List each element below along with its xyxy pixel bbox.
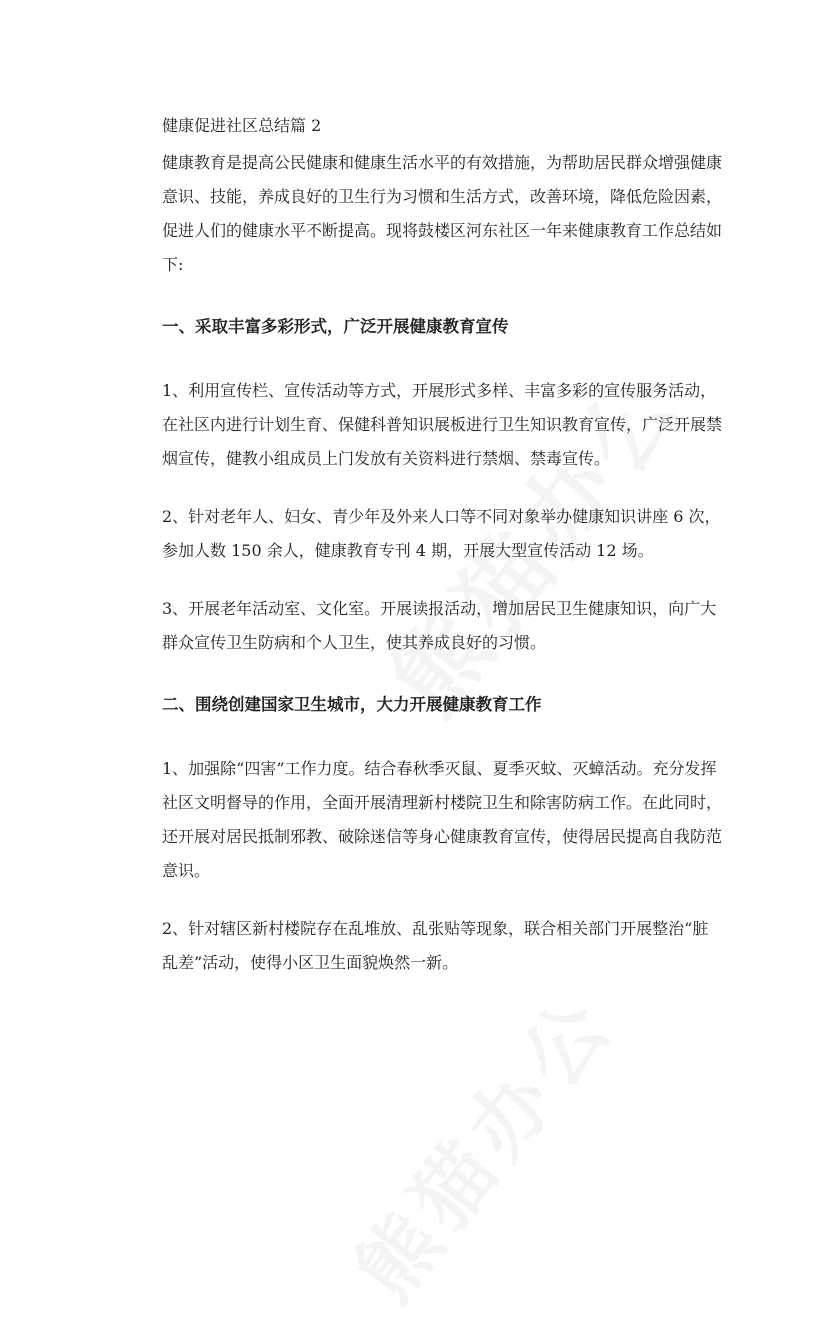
section-1-heading: 一、采取丰富多彩形式，广泛开展健康教育宣传 xyxy=(162,317,509,336)
document-body xyxy=(162,112,722,980)
section-1-item-3: 3、开展老年活动室、文化室。开展读报活动，增加居民卫生健康知识，向广大群众宣传卫生防病和个人卫生，使其养成良好的习惯。 xyxy=(162,599,717,652)
section-2-item-1: 1、加强除“四害”工作力度。结合春秋季灭鼠、夏季灭蚊、灭蟑活动。充分发挥社区文明督导的作用，全面开展清理新村楼院卫生和除害防病工作。在此同时，还开展对居民抵制邪教、破除迷信等身心健康教育宣传，使得居民提高自我防范意识。 xyxy=(162,759,723,880)
intro-paragraph: 健康教育是提高公民健康和健康生活水平的有效措施，为帮助居民群众增强健康意识、技能，养成良好的卫生行为习惯和生活方式，改善环境，降低危险因素，促进人们的健康水平不断提高。现将鼓楼区河东社区一年来健康教育工作总结如下: xyxy=(162,153,723,274)
document-title: 健康促进社区总结篇 2 xyxy=(162,116,322,135)
section-2-heading: 二、围绕创建国家卫生城市，大力开展健康教育工作 xyxy=(162,695,542,714)
section-1-item-1: 1、利用宣传栏、宣传活动等方式，开展形式多样、丰富多彩的宣传服务活动，在社区内进行计划生育、保健科普知识展板进行卫生知识教育宣传，广泛开展禁烟宣传，健教小组成员上门发放有关资料进行禁烟、禁毒宣传。 xyxy=(162,381,723,468)
section-1-item-2: 2、针对老年人、妇女、青少年及外来人口等不同对象举办健康知识讲座 6 次，参加人数 150 余人，健康教育专刊 4 期，开展大型宣传活动 12 场。 xyxy=(162,507,721,560)
section-2-item-2: 2、针对辖区新村楼院存在乱堆放、乱张贴等现象，联合相关部门开展整治“脏乱差”活动，使得小区卫生面貌焕然一新。 xyxy=(162,919,709,972)
watermark-logo-lower xyxy=(324,965,636,1319)
